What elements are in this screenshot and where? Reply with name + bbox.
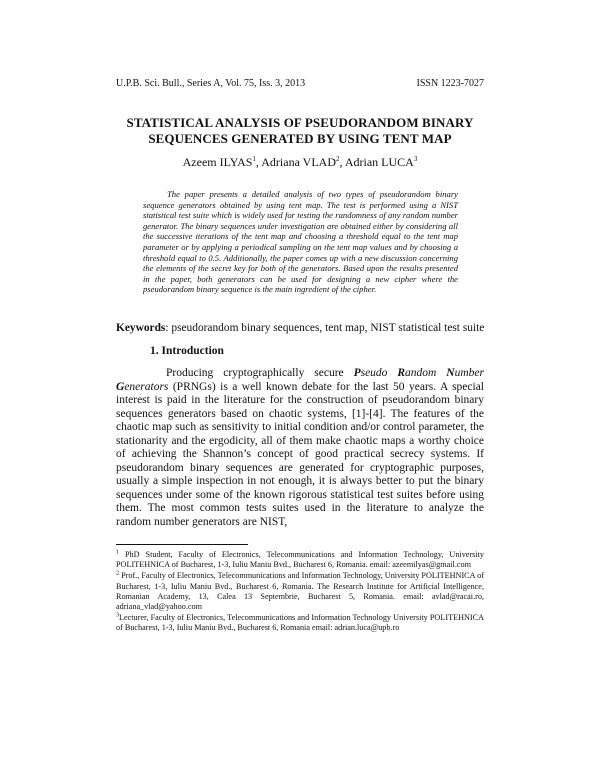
section-heading: 1. Introduction xyxy=(150,345,224,357)
author-separator: , xyxy=(255,155,262,169)
footnote xyxy=(116,613,484,633)
footnote-divider xyxy=(116,544,248,545)
footnote-text: PhD Student, Faculty of Electronics, Telecommunications and Information Technology, University POLITEHNICA of Bucharest, 1-3, Iuliu Maniu Bvd., Bucharest 6, Romania. email: azeemilyas@gmail.com xyxy=(116,550,484,570)
author-affiliation-mark: 1 xyxy=(252,155,256,163)
footnote xyxy=(116,571,484,612)
keywords-text: : pseudorandom binary sequences, tent map, NIST statistical test suite xyxy=(165,322,485,334)
footnote xyxy=(116,550,484,570)
footnote-text: Prof., Faculty of Electronics, Telecommunications and Information Technology, University POLITEHNICA of Bucharest, 1-3, Iuliu Maniu Bvd., Bucharest 6, Romania. The Research Institute for Artificial Intelligence, Romanian Academy, 13, Calea 13 Septembrie, Bucharest 5, Romania. email: avlad@racai.ro, adriana_vlad@yahoo.com xyxy=(116,571,484,612)
author-name: Azeem ILYAS xyxy=(182,155,253,169)
author-affiliation-mark: 2 xyxy=(336,155,340,163)
footnote-mark: 1 xyxy=(116,549,119,556)
paragraph-body: (PRNGs) is a well known debate for the last 50 years. A special interest is paid in the literature for the construction of pseudorandom binary sequences generators based on chaotic systems, [1]-[4]. The features of the chaotic map such as sensitivity to initial condition and/or control parameter, the stationarity and the ergodicity, all of them make chaotic maps a worthy choice of achieving the Shannon’s concept of good practical secrecy systems. If pseudorandom binary sequences are generated for cryptographic purposes, usually a simple inspection in not enough, it is always better to put the binary sequences under some of the known rigorous statistical test suites before using them. The most common tests suites used in the literature to analyze the random number generators are NIST, xyxy=(116,380,484,528)
prng-term: Pseudo Random Number Generators xyxy=(116,367,484,393)
author-separator: , xyxy=(339,155,345,169)
footnote-mark: 3 xyxy=(116,612,119,619)
introduction-paragraph xyxy=(116,367,484,529)
footnote-text: Lecturer, Faculty of Electronics, Telecommunications and Information Technology University POLITEHNICA of Bucharest, 1-3, Iuliu Maniu Bvd., Bucharest 6, Romania email: adrian.luca@upb.ro xyxy=(116,613,484,633)
paragraph-lead: Producing cryptographically secure xyxy=(166,367,354,379)
title-line-2: SEQUENCES GENERATED BY USING TENT MAP xyxy=(148,131,452,146)
author-affiliation-mark: 3 xyxy=(413,155,418,163)
journal-citation: U.P.B. Sci. Bull., Series A, Vol. 75, Iss. 3, 2013 xyxy=(116,78,306,89)
footnote-mark: 2 xyxy=(116,570,119,577)
issn: ISSN 1223-7027 xyxy=(416,78,484,89)
author-name: Adriana VLAD xyxy=(261,155,337,169)
keywords-label: Keywords xyxy=(116,322,166,334)
footnotes xyxy=(116,550,484,635)
paper-title xyxy=(110,115,490,147)
author-list xyxy=(110,155,490,170)
keywords xyxy=(116,322,486,334)
title-line-1: STATISTICAL ANALYSIS OF PSEUDORANDOM BINARY xyxy=(126,115,474,130)
running-header xyxy=(116,78,484,92)
author-name: Adrian LUCA xyxy=(344,155,414,169)
abstract: The paper presents a detailed analysis of two types of pseudorandom binary sequence generators obtained by using tent map. The test is performed using a NIST statistical test suite which is widely used for testing the randomness of any random number generator. The binary sequences under investigation are obtained either by considering all the successive iterations of the tent map and choosing a threshold equal to the tent map parameter or by applying a periodical sampling on the tent map values and by choosing a threshold equal to 0.5. Additionally, the paper comes up with a new discussion concerning the elements of the secret key for both of the generators. Based upon the results presented in the paper, both generators can be used for designing a new cipher where the pseudorandom binary sequence is the main ingredient of the cipher. xyxy=(143,189,458,295)
